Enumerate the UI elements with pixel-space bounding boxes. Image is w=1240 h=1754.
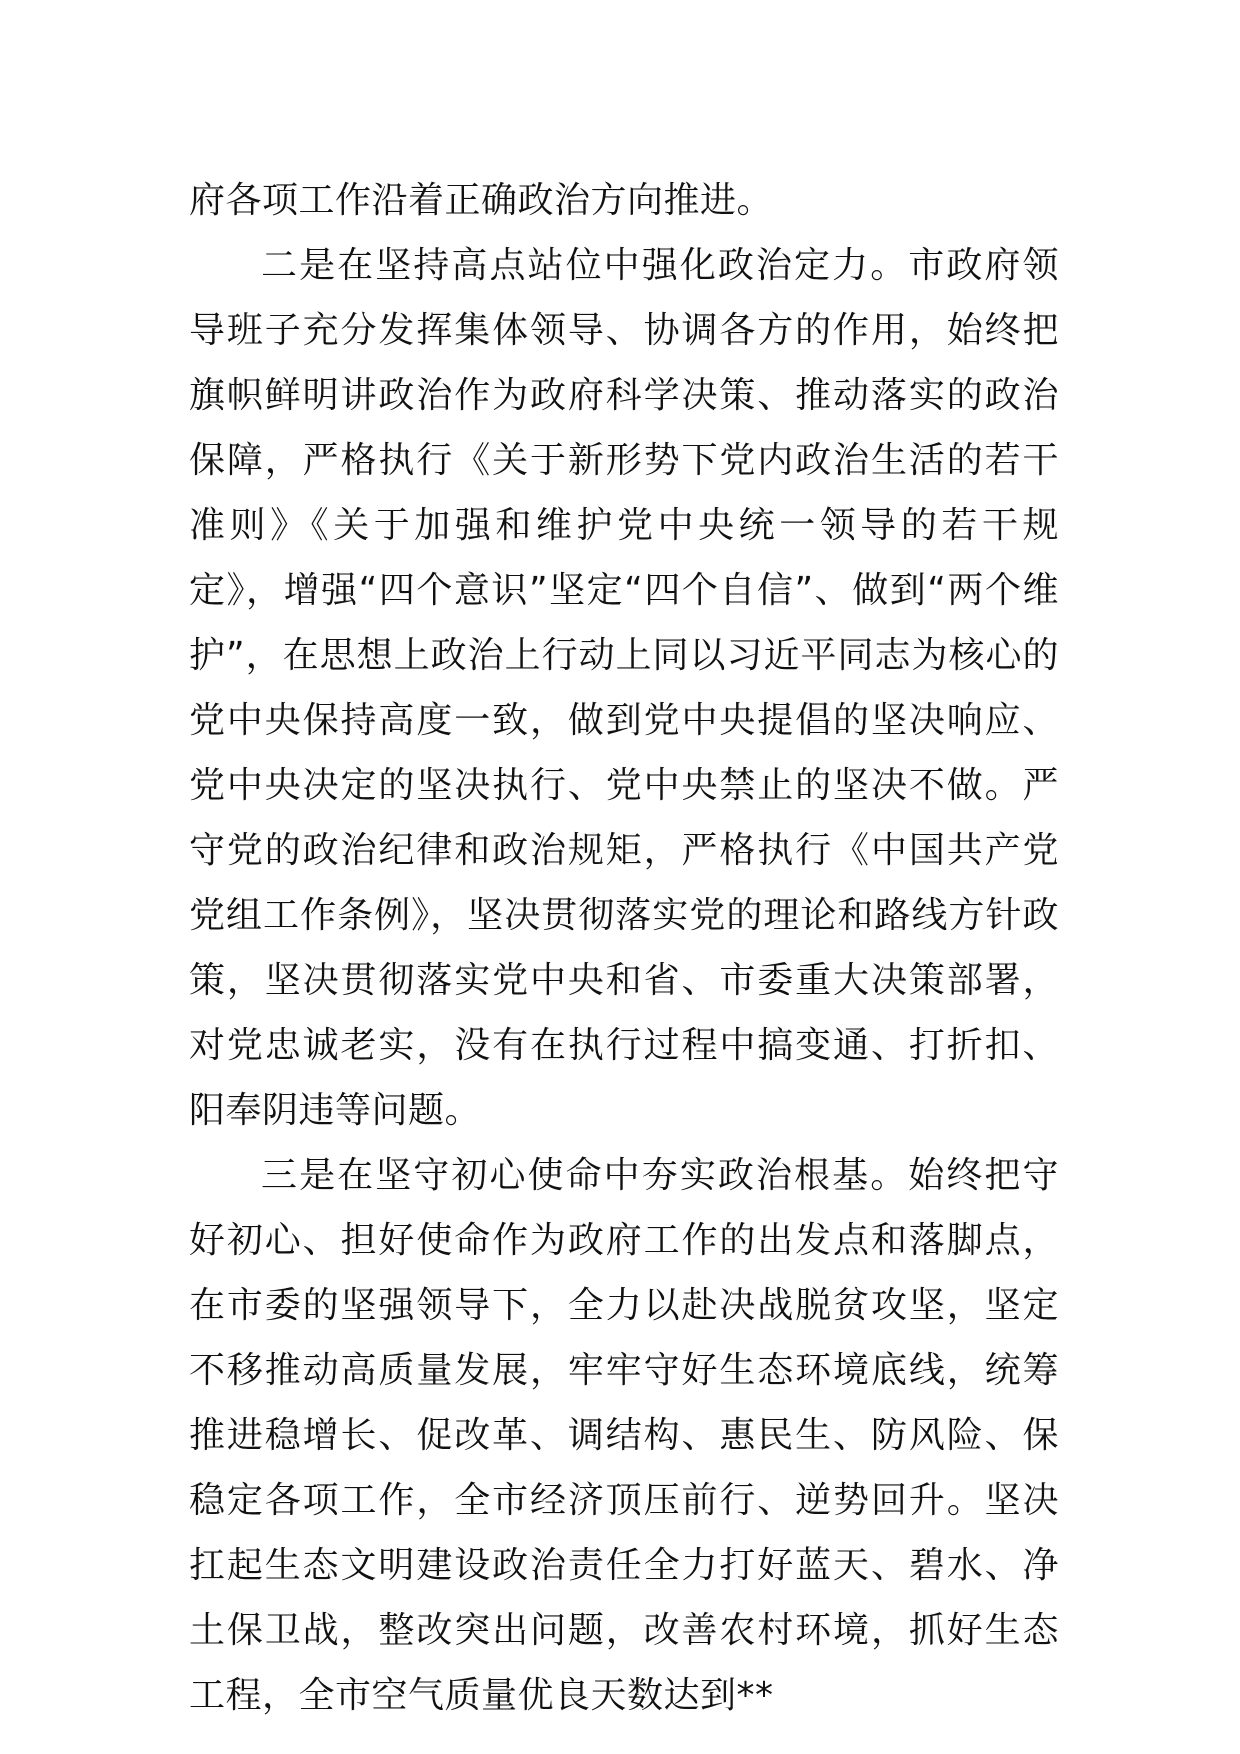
- paragraph-original-mission: 三是在坚守初心使命中夯实政治根基。始终把守好初心、担好使命作为政府工作的出发点和落脚点，在市委的坚强领导下，全力以赴决战脱贫攻坚，坚定不移推动高质量发展，牢牢守好生态环境底线，统筹推进稳增长、促改革、调结构、惠民生、防风险、保稳定各项工作，全市经济顶压前行、逆势回升。坚决扛起生态文明建设政治责任全力打好蓝天、碧水、净土保卫战，整改突出问题，改善农村环境，抓好生态工程，全市空气质量优良天数达到**: [189, 1155, 1059, 1716]
- paragraph-political-stance: 二是在坚持高点站位中强化政治定力。市政府领导班子充分发挥集体领导、协调各方的作用，始终把旗帜鲜明讲政治作为政府科学决策、推动落实的政治保障，严格执行《关于新形势下党内政治生活的若干准则》《关于加强和维护党中央统一领导的若干规定》，增强“四个意识”坚定“四个自信”、做到“两个维护”，在思想上政治上行动上同以习近平同志为核心的党中央保持高度一致，做到党中央提倡的坚决响应、党中央决定的坚决执行、党中央禁止的坚决不做。严守党的政治纪律和政治规矩，严格执行《中国共产党党组工作条例》，坚决贯彻落实党的理论和路线方针政策，坚决贯彻落实党中央和省、市委重大决策部署，对党忠诚老实，没有在执行过程中搞变通、打折扣、阳奉阴违等问题。: [189, 245, 1059, 1131]
- paragraph-continuation: 府各项工作沿着正确政治方向推进。: [189, 180, 774, 221]
- document-body: [189, 168, 1059, 1728]
